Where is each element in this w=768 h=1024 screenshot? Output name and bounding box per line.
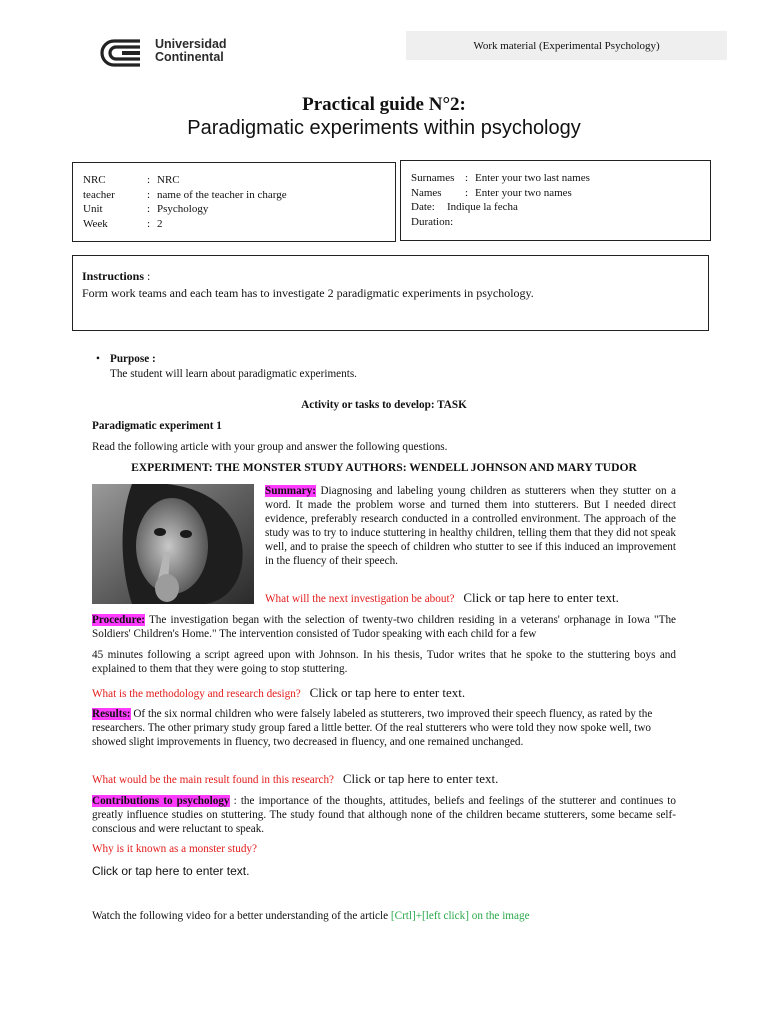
question-4: Why is it known as a monster study?: [92, 843, 257, 855]
logo-text: Universidad Continental: [155, 37, 227, 64]
summary-label: Summary:: [265, 485, 316, 497]
instructions-box: Instructions : Form work teams and each team has to investigate 2 paradigmatic experiments in psychology.: [72, 255, 709, 331]
instructions-text: Form work teams and each team has to investigate 2 paradigmatic experiments in psychology.: [82, 286, 534, 300]
activity-heading: Activity or tasks to develop: TASK: [301, 399, 467, 411]
results-paragraph: Results: Of the six normal children who were falsely labeled as stutterers, two improved their speech fluency, as rated by the researchers. The other primary study group fared a little better. Of the real stutterers who were told they now spoke well, two showed slight improvements in fluency, two decreased in fluency, and one remained unchanged.: [92, 708, 653, 749]
page-subtitle: Paradigmatic experiments within psychology: [187, 117, 581, 139]
contributions-label: Contributions to psychology: [92, 795, 230, 807]
nrc-field[interactable]: NRC: [157, 174, 180, 186]
answer-3-field[interactable]: Click or tap here to enter text.: [342, 771, 499, 786]
results-label: Results:: [92, 708, 131, 720]
answer-2-field[interactable]: Click or tap here to enter text.: [309, 685, 466, 700]
teacher-field[interactable]: name of the teacher in charge: [157, 188, 287, 201]
question-2: What is the methodology and research design? Click or tap here to enter text.: [92, 685, 466, 700]
surnames-field[interactable]: Enter your two last names: [475, 172, 590, 184]
info-row-week: Week : 2: [83, 217, 163, 230]
answer-1-field[interactable]: Click or tap here to enter text.: [463, 590, 619, 605]
answer-4-field[interactable]: Click or tap here to enter text.: [92, 864, 250, 878]
instructions-heading: Instructions: [82, 269, 145, 283]
question-1: What will the next investigation be about? Click or tap here to enter text.: [265, 590, 619, 605]
info-row-duration: Duration:: [411, 215, 454, 228]
procedure-paragraph: Procedure: The investigation began with the selection of twenty-two children residing in a veterans' orphanage in Iowa "The Soldiers' Children's Home." The intervention consisted of Tudor speaking with each child for a few: [92, 614, 676, 641]
info-row-teacher: teacher : name of the teacher in charge: [83, 188, 395, 203]
contributions-paragraph: Contributions to psychology : the importance of the thoughts, attitudes, beliefs and feelings of the stutterer and continues to greatly influence studies on stuttering. The study found that although none of the children became stutterers, some became self-conscious and were reluctant to speak.: [92, 795, 676, 836]
experiment-title: EXPERIMENT: THE MONSTER STUDY AUTHORS: WENDELL JOHNSON AND MARY TUDOR: [131, 461, 637, 474]
summary-paragraph: Summary: Diagnosing and labeling young children as stutterers when they stutter on a word. It made the problem worse and turned them into stutterers. But I needed direct evidence, preferably research conducted in a controlled environment. The approach of the study was to try to induce stuttering in healthy children, telling them that they did not speak well, and to praise the speech of children who stutter to see if this induced an improvement in the fluency of their speech.: [265, 485, 676, 568]
unit-field[interactable]: Psychology: [157, 203, 209, 216]
purpose-text: The student will learn about paradigmatic experiments.: [110, 368, 357, 380]
child-photo-image[interactable]: [92, 484, 254, 604]
info-row-names: Names : Enter your two names: [411, 186, 710, 201]
question-3: What would be the main result found in this research? Click or tap here to enter text.: [92, 771, 499, 786]
info-row-date: Date: Indique la fecha: [411, 201, 518, 214]
purpose-heading: Purpose :: [110, 353, 156, 365]
info-row-unit: Unit : Psychology: [83, 203, 209, 216]
read-instruction: Read the following article with your group and answer the following questions.: [92, 441, 448, 453]
page-title: Practical guide N°2:: [302, 94, 466, 115]
procedure-paragraph-cont: 45 minutes following a script agreed upon with Johnson. In his thesis, Tudor writes that he spoke to the stuttering boys and explained to them that they were going to stop stuttering.: [92, 649, 676, 676]
course-info-box: [72, 162, 396, 242]
student-info-box: [400, 160, 711, 241]
experiment-heading: Paradigmatic experiment 1: [92, 420, 222, 432]
video-instruction: Watch the following video for a better understanding of the article [Crtl]+[left click] on the image: [92, 910, 530, 922]
names-field[interactable]: Enter your two names: [475, 186, 572, 199]
work-material-header: Work material (Experimental Psychology): [406, 31, 727, 60]
date-field[interactable]: Indique la fecha: [447, 201, 518, 214]
info-row-surnames: Surnames : Enter your two last names: [411, 171, 710, 186]
info-row-nrc: NRC : NRC: [83, 174, 180, 186]
purpose-bullet: •: [96, 353, 100, 365]
video-link-hint[interactable]: [Crtl]+[left click] on the image: [390, 910, 530, 922]
procedure-label: Procedure:: [92, 614, 146, 626]
week-field[interactable]: 2: [157, 217, 163, 230]
